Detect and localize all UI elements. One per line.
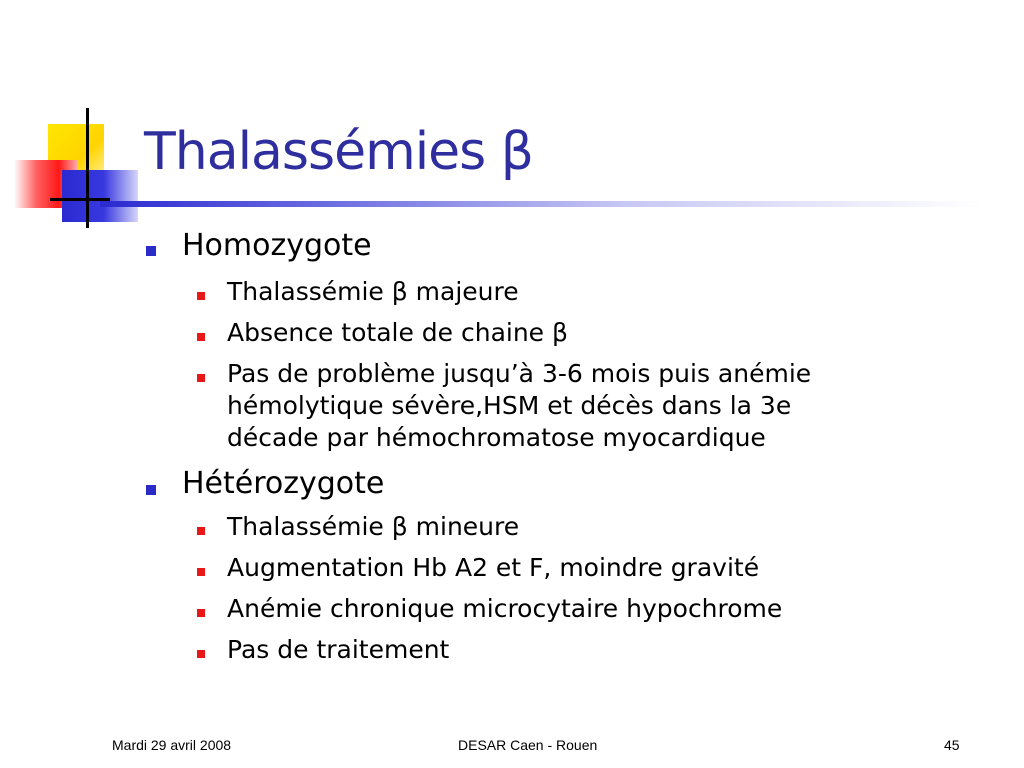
footer-date: Mardi 29 avril 2008 [112, 737, 232, 753]
list-item: Augmentation Hb A2 et F, moindre gravité [227, 553, 760, 582]
logo-vertical-line [86, 108, 89, 228]
item-bullet-icon [197, 374, 205, 382]
list-item-line: décade par hémochromatose myocardique [227, 423, 766, 452]
item-bullet-icon [197, 609, 205, 617]
list-item: Absence totale de chaine β [227, 318, 568, 347]
footer-page-number: 45 [944, 737, 960, 753]
item-bullet-icon [197, 333, 205, 341]
item-bullet-icon [197, 292, 205, 300]
list-item-line: Pas de problème jusqu’à 3-6 mois puis anémie [227, 359, 812, 388]
item-bullet-icon [197, 568, 205, 576]
section-heading-heterozygote: Hétérozygote [182, 466, 385, 501]
list-item: Pas de traitement [227, 635, 450, 664]
slide-title: Thalassémies β [144, 122, 533, 182]
footer-center: DESAR Caen - Rouen [458, 737, 598, 753]
item-bullet-icon [197, 527, 205, 535]
section-heading-homozygote: Homozygote [182, 228, 372, 263]
logo-blue-square [62, 170, 138, 222]
item-bullet-icon [197, 650, 205, 658]
title-underline [100, 201, 980, 207]
list-item-line: hémolytique sévère,HSM et décès dans la 3e [227, 391, 792, 420]
list-item: Anémie chronique microcytaire hypochrome [227, 594, 783, 623]
section-bullet-icon [146, 485, 156, 495]
section-bullet-icon [146, 246, 156, 256]
list-item: Thalassémie β majeure [227, 277, 519, 306]
list-item: Thalassémie β mineure [227, 512, 520, 541]
